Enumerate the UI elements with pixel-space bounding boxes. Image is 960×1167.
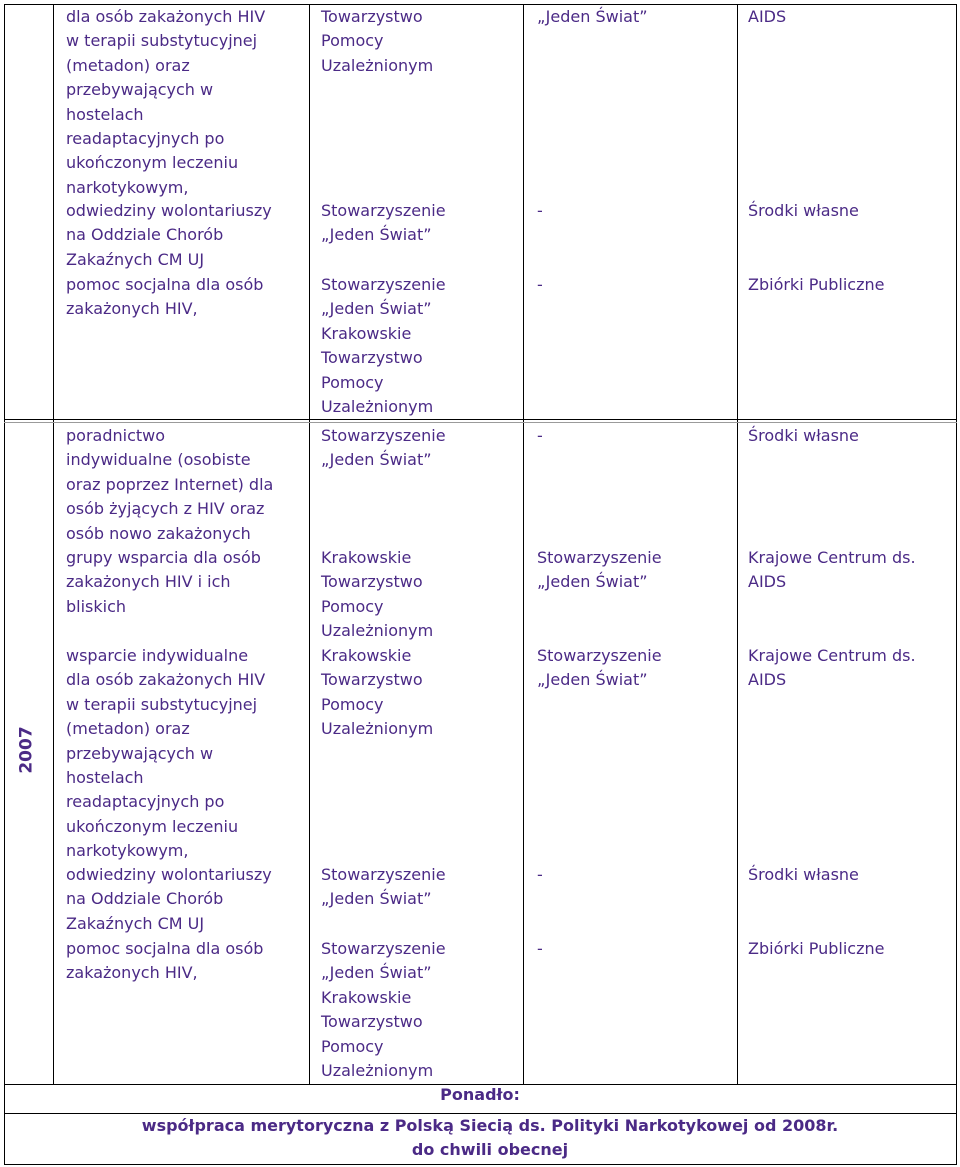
activity-cell: pomoc socjalna dla osób zakażonych HIV, bbox=[66, 275, 264, 319]
organizer-cell: Stowarzyszenie „Jeden Świat” bbox=[321, 426, 446, 470]
organizer-cell: Stowarzyszenie „Jeden Świat” bbox=[321, 865, 446, 909]
funding-cell: AIDS bbox=[748, 7, 787, 26]
organizer-cell: Stowarzyszenie „Jeden Świat” bbox=[321, 201, 446, 245]
funding-cell: Środki własne bbox=[748, 426, 859, 445]
partner-cell: Stowarzyszenie „Jeden Świat” bbox=[537, 548, 662, 592]
year-label: 2007 bbox=[17, 726, 38, 774]
column-divider-4 bbox=[737, 4, 738, 1084]
activity-cell: odwiedziny wolontariuszy na Oddziale Chorób Zakaźnych CM UJ bbox=[66, 865, 272, 933]
activity-cell: odwiedziny wolontariuszy na Oddziale Chorób Zakaźnych CM UJ bbox=[66, 201, 272, 269]
partner-cell: - bbox=[537, 201, 543, 220]
year-cell bbox=[4, 720, 50, 780]
funding-cell: Środki własne bbox=[748, 201, 859, 220]
partner-cell: - bbox=[537, 275, 543, 294]
funding-cell: Zbiórki Publiczne bbox=[748, 939, 885, 958]
funding-cell: Środki własne bbox=[748, 865, 859, 884]
funding-cell: Zbiórki Publiczne bbox=[748, 275, 885, 294]
ponadlo-label: Ponadło: bbox=[440, 1085, 520, 1104]
table-border-right bbox=[956, 4, 957, 1165]
organizer-cell: Stowarzyszenie „Jeden Świat” Krakowskie Towarzystwo Pomocy Uzależnionym bbox=[321, 275, 446, 417]
organizer-cell: Krakowskie Towarzystwo Pomocy Uzależnionym bbox=[321, 548, 434, 641]
footer-note: współpraca merytoryczna z Polską Siecią ds. Polityki Narkotykowej od 2008r. do chwili obecnej bbox=[141, 1116, 839, 1159]
partner-cell: - bbox=[537, 426, 543, 445]
activity-cell: dla osób zakażonych HIV w terapii substytucyjnej (metadon) oraz przebywających w hostelach readaptacyjnych po ukończonym leczeniu narkotykowym, bbox=[66, 7, 266, 197]
funding-cell: Krajowe Centrum ds. AIDS bbox=[748, 548, 916, 592]
activity-cell: poradnictwo indywidualne (osobiste oraz poprzez Internet) dla osób żyjących z HIV oraz osób nowo zakażonych bbox=[66, 426, 274, 543]
column-divider-2 bbox=[309, 4, 310, 1084]
organizer-cell: Stowarzyszenie „Jeden Świat” Krakowskie Towarzystwo Pomocy Uzależnionym bbox=[321, 939, 446, 1081]
activity-cell: grupy wsparcia dla osób zakażonych HIV i ich bliskich bbox=[66, 548, 261, 616]
table-border-bottom bbox=[4, 1164, 957, 1165]
partner-cell: Stowarzyszenie „Jeden Świat” bbox=[537, 646, 662, 690]
partner-cell: - bbox=[537, 939, 543, 958]
activity-cell: wsparcie indywidualne dla osób zakażonych HIV w terapii substytucyjnej (metadon) oraz przebywających w hostelach readaptacyjnych po ukończonym leczeniu narkotykowym, bbox=[66, 646, 266, 861]
activity-cell: pomoc socjalna dla osób zakażonych HIV, bbox=[66, 939, 264, 983]
partner-cell: - bbox=[537, 865, 543, 884]
organizer-cell: Towarzystwo Pomocy Uzależnionym bbox=[321, 7, 434, 75]
partner-cell: „Jeden Świat” bbox=[537, 7, 648, 26]
funding-cell: Krajowe Centrum ds. AIDS bbox=[748, 646, 916, 690]
section-divider-inner bbox=[4, 422, 957, 423]
table-border-left bbox=[4, 4, 5, 1165]
organizer-cell: Krakowskie Towarzystwo Pomocy Uzależnionym bbox=[321, 646, 434, 739]
column-divider-3 bbox=[523, 4, 524, 1084]
year-column-divider bbox=[53, 4, 54, 1084]
